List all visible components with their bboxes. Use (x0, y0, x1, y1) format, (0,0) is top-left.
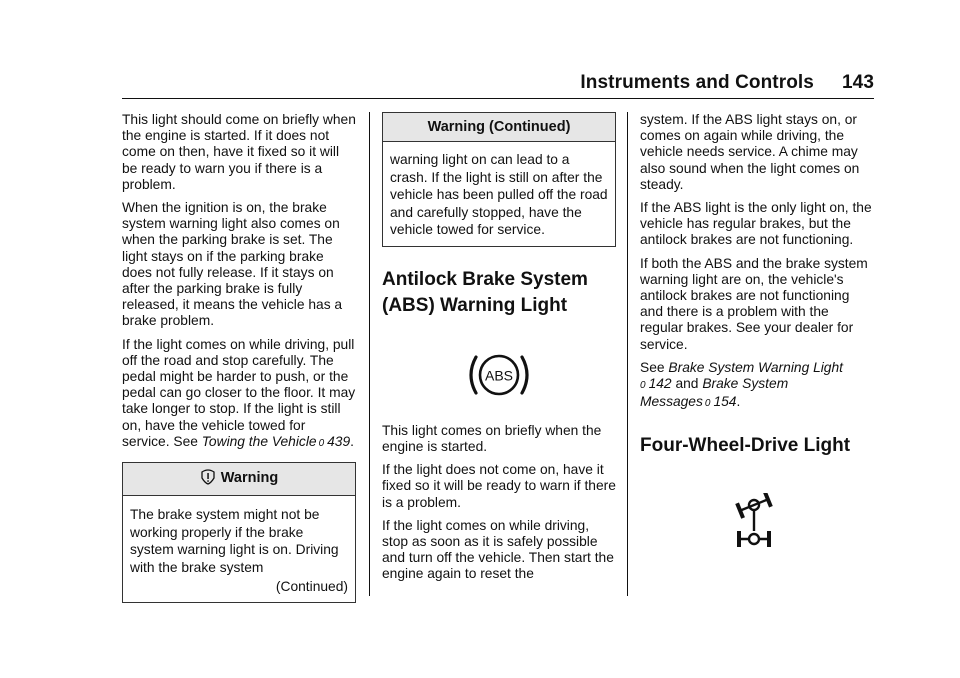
section-title: Instruments and Controls (580, 72, 814, 93)
paragraph-text: See (640, 359, 665, 375)
xref-title: Brake System Messages (640, 376, 789, 410)
paragraph: system. If the ABS light stays on, or comes on again while driving, the vehicle needs service. A chime may also sound when the light comes on steady. (640, 112, 860, 192)
abs-icon-label: ABS (484, 367, 514, 384)
paragraph (640, 360, 874, 413)
warning-box (122, 462, 356, 603)
page-ref-arrow-icon: 0 (640, 380, 646, 392)
page-ref-arrow-icon: 0 (318, 437, 325, 449)
punctuation: . (350, 433, 354, 449)
paragraph: If the ABS light is the only light on, the vehicle has regular brakes, but the antilock brakes are not functioning. (640, 200, 872, 248)
warning-box-continued (382, 112, 616, 247)
heading-line: (ABS) Warning Light (382, 294, 568, 316)
punctuation: . (736, 394, 741, 410)
abs-warning-icon (382, 347, 616, 403)
paragraph: This light should come on briefly when the engine is started. If it does not come on then, have it fixed so it will be ready to warn you if there is a problem. (122, 112, 356, 192)
section-heading-abs (382, 267, 616, 319)
warning-header (123, 463, 355, 496)
paragraph: When the ignition is on, the brake system warning light also comes on when the parking brake is set. The light stays on if the parking brake does not fully release. If it stays on after the parking brake is fully released, it means the vehicle has a brake problem. (122, 200, 343, 329)
xref-title: Brake System Warning Light (668, 359, 843, 375)
warning-body: warning light on can lead to a crash. If the light is still on after the vehicle has been pulled off the road and carefully stopped, have the vehicle towed for service. (390, 152, 608, 238)
paragraph: If the light does not come on, have it fixed so it will be ready to warn if there is a problem. (382, 462, 616, 510)
header-rule (122, 98, 874, 99)
warning-header: Warning (Continued) (383, 113, 615, 142)
paragraph-text: and (675, 376, 699, 392)
paragraph: If both the ABS and the brake system warning light are on, the vehicle's antilock brakes are not functioning and there is a problem with the regular brakes. See your dealer for service. (640, 255, 868, 352)
page-header (580, 72, 874, 94)
page-number: 143 (841, 72, 874, 93)
column-divider (369, 112, 370, 596)
paragraph: This light comes on briefly when the engine is started. (382, 422, 602, 454)
four-wheel-drive-icon (732, 493, 874, 553)
xref-towing-the-vehicle[interactable] (202, 434, 350, 449)
xref-page: 142 (648, 376, 672, 392)
warning-triangle-icon (200, 469, 216, 489)
continued-label: (Continued) (275, 579, 348, 595)
xref-page: 154 (713, 394, 737, 410)
warning-body (123, 496, 355, 602)
column-divider (627, 112, 628, 596)
section-heading-4wd: Four-Wheel-Drive Light (640, 435, 851, 457)
column-3 (640, 112, 874, 553)
xref-title: Towing the Vehicle (201, 433, 317, 449)
warning-text: The brake system might not be working properly if the brake system warning light is on. Driving with the brake system (130, 507, 339, 575)
paragraph: If the light comes on while driving, stop as soon as it is safely possible and turn off the vehicle. Then start the engine again to reset the (382, 517, 614, 582)
column-2 (382, 112, 616, 590)
column-1 (122, 112, 356, 603)
xref-page: 439 (327, 433, 351, 449)
page-ref-arrow-icon: 0 (704, 398, 711, 410)
heading-line: Antilock Brake System (382, 268, 588, 290)
paragraph (122, 337, 356, 452)
paragraph-text: If the light comes on while driving, pull off the road and stop carefully. The pedal might be harder to push, or the pedal can go closer to the floor. It may take longer to stop. If the light is still on, have the vehicle towed for service. See (122, 336, 356, 449)
warning-title: Warning (220, 470, 279, 487)
